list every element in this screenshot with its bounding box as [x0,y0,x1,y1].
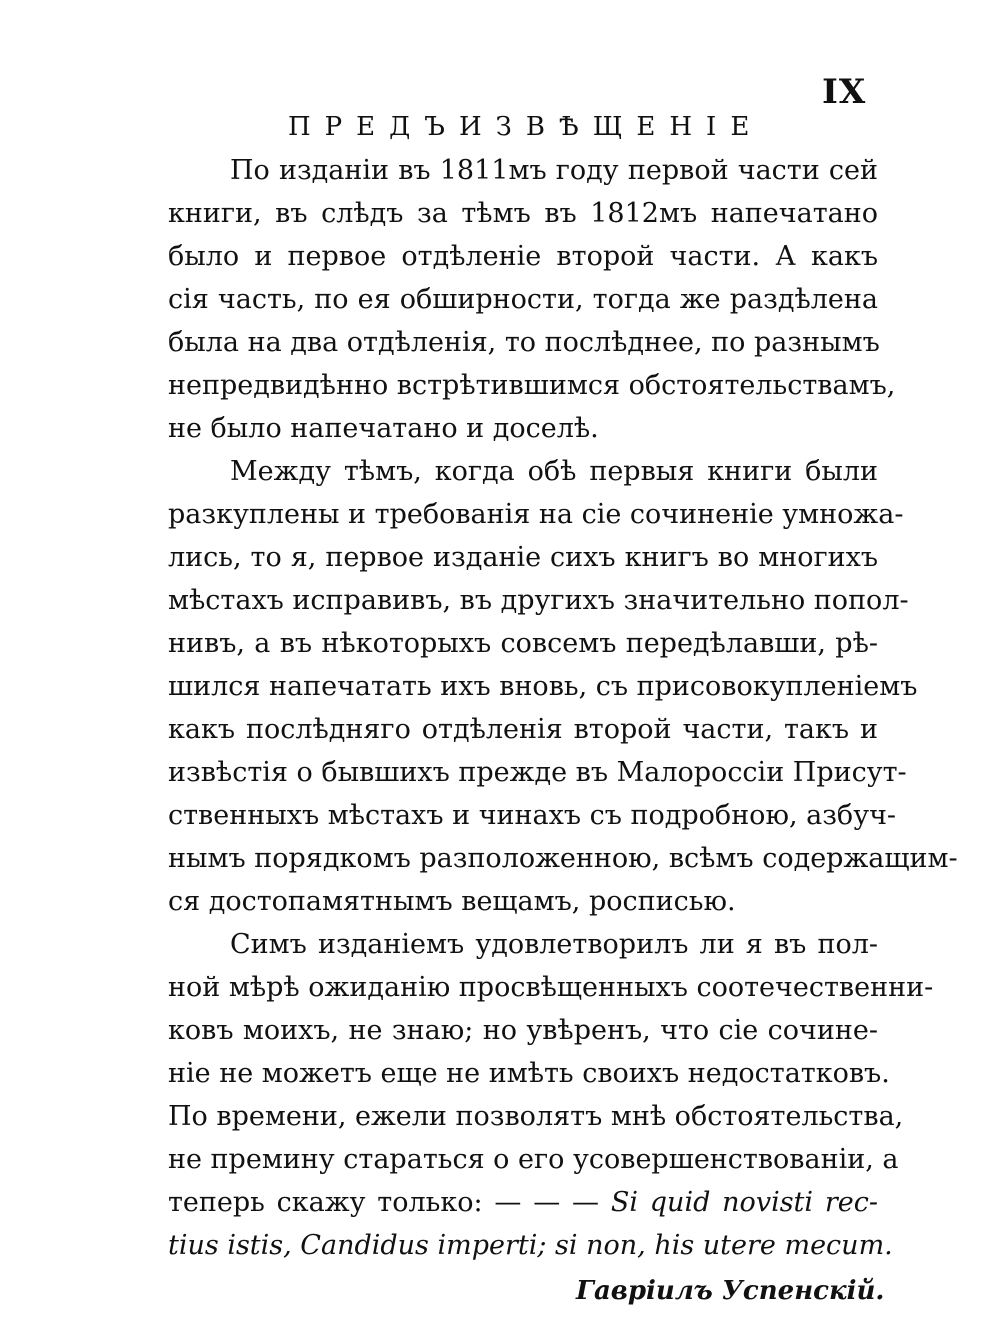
paragraph-2-line-2: разкуплены и требованія на сіе сочиненіе умножа- [168,499,904,530]
author-signature: Гавріилъ Успенскій. [576,1276,885,1306]
paragraph-3-line-7-text: теперь скажу только: — — — [168,1187,600,1218]
paragraph-2-line-6: шился напечатать ихъ вновь, съ присовокупленіемъ [168,671,918,702]
paragraph-2-line-3: лись, то я, первое изданіе сихъ книгъ во многихъ [168,542,878,573]
paragraph-1-line-5: была на два отдѣленія, то послѣднее, по разнымъ [168,327,880,358]
paragraph-3-line-3: ковъ моихъ, не знаю; но увѣренъ, что сіе сочине- [168,1015,878,1046]
paragraph-1-line-2: книги, въ слѣдъ за тѣмъ въ 1812мъ напечатано [168,198,878,229]
paragraph-2-line-5: нивъ, а въ нѣкоторыхъ совсемъ передѣлавши, рѣ- [168,628,878,659]
paragraph-2-line-8: извѣстія о бывшихъ прежде въ Малороссіи Присут- [168,757,907,788]
paragraph-1-line-7: не было напечатано и доселѣ. [168,413,599,444]
page-title: ПРЕДЪИЗВѢЩЕНІЕ [288,112,764,142]
paragraph-1-line-4: сія часть, по ея обширности, тогда же раздѣлена [168,284,878,315]
paragraph-2-line-9: ственныхъ мѣстахъ и чинахъ съ подробною, азбуч- [168,800,897,831]
paragraph-3-line-5: По времени, ежели позволятъ мнѣ обстоятельства, [168,1101,904,1132]
paragraph-1-line-1: По изданіи въ 1811мъ году первой части сей [230,155,878,186]
paragraph-3-line-1: Симъ изданіемъ удовлетворилъ ли я въ пол- [230,929,878,960]
latin-quote-start: Si quid novisti rec- [610,1187,878,1218]
latin-quote-end: tius istis, Candidus imperti; si non, his utere mecum. [168,1230,893,1261]
paragraph-3-line-4: ніе не можетъ еще не имѣть своихъ недостатковъ. [168,1058,890,1089]
paragraph-3-line-7 [168,1184,878,1222]
paragraph-2-line-4: мѣстахъ исправивъ, въ другихъ значительно попол- [168,585,909,616]
paragraph-3-line-6: не премину стараться о его усовершенствованіи, а [168,1144,899,1175]
paragraph-2-line-7: какъ послѣдняго отдѣленія второй части, такъ и [168,714,878,745]
paragraph-2-line-10: нымъ порядкомъ разположенною, всѣмъ содержащим- [168,843,958,874]
paragraph-2-line-11: ся достопамятнымъ вещамъ, росписью. [168,886,736,917]
paragraph-1-line-3: было и первое отдѣленіе второй части. А какъ [168,241,878,272]
paragraph-2-line-1: Между тѣмъ, когда обѣ первыя книги были [230,456,878,487]
paragraph-3-line-2: ной мѣрѣ ожиданію просвѣщенныхъ соотечественни- [168,972,934,1003]
paragraph-1-line-6: непредвидѣнно встрѣтившимся обстоятельствамъ, [168,370,896,401]
page-number: IX [822,72,867,112]
